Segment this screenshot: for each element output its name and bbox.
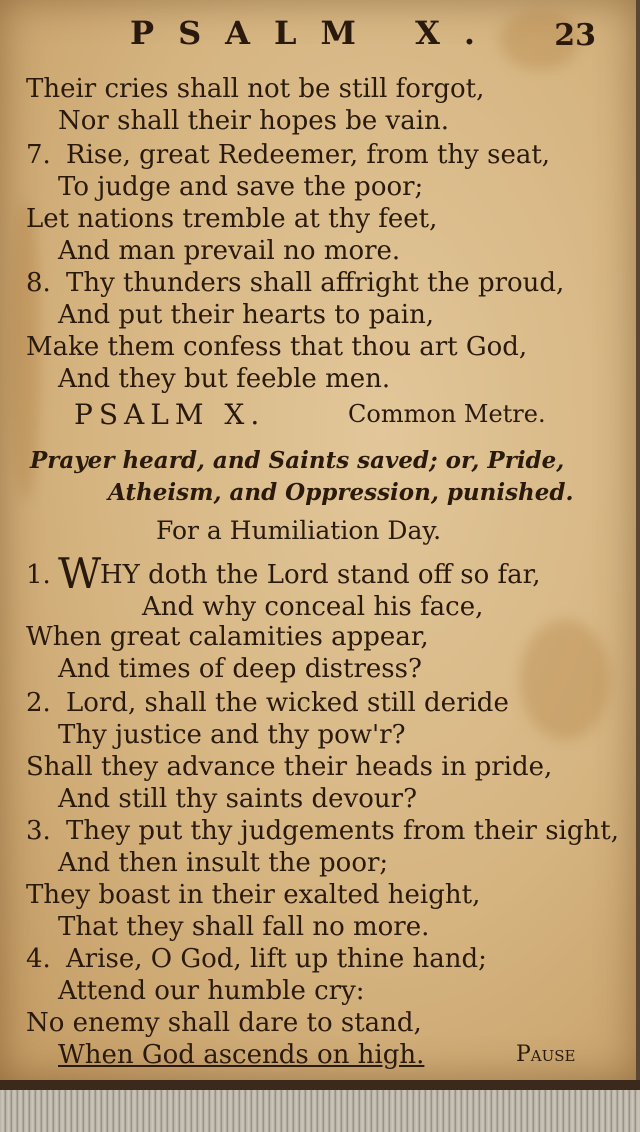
verse-line: Rise, great Redeemer, from thy seat, bbox=[66, 140, 551, 170]
verse-line: And times of deep distress? bbox=[58, 654, 422, 684]
verse-line: Attend our humble cry: bbox=[58, 976, 365, 1006]
page-header bbox=[0, 12, 636, 52]
verse-line: And still thy saints devour? bbox=[58, 784, 418, 814]
verse-number: 1. bbox=[26, 560, 51, 590]
verse-line: Nor shall their hopes be vain. bbox=[58, 106, 450, 136]
verse-line: And they but feeble men. bbox=[58, 364, 391, 394]
verse-line: No enemy shall dare to stand, bbox=[26, 1008, 422, 1038]
verse-line: To judge and save the poor; bbox=[58, 172, 424, 202]
verse-number: 7. bbox=[26, 140, 51, 170]
verse-line: HY doth the Lord stand off so far, bbox=[100, 560, 541, 590]
verse-line: Lord, shall the wicked still deride bbox=[66, 688, 509, 718]
metre-label: Common Metre. bbox=[348, 400, 546, 428]
verse-line: And put their hearts to pain, bbox=[58, 300, 435, 330]
verse-line: Their cries shall not be still forgot, bbox=[26, 74, 485, 104]
running-title: PSALM X. bbox=[130, 14, 500, 52]
psalm-subtitle: Prayer heard, and Saints saved; or, Pride, bbox=[30, 447, 565, 474]
verse-line: When God ascends on high. bbox=[58, 1040, 425, 1070]
verse-line: They put thy judgements from their sight, bbox=[66, 816, 619, 846]
verse-line: That they shall fall no more. bbox=[58, 912, 430, 942]
verse-number: 2. bbox=[26, 688, 51, 718]
page-number: 23 bbox=[554, 18, 596, 53]
verse-line: Arise, O God, lift up thine hand; bbox=[66, 944, 487, 974]
verse-line: And why conceal his face, bbox=[142, 592, 484, 622]
paper-stain bbox=[520, 620, 610, 740]
pause-marker: Pause bbox=[516, 1042, 576, 1067]
verse-number: 8. bbox=[26, 268, 51, 298]
verse-line: Thy justice and thy pow'r? bbox=[58, 720, 406, 750]
page-edge-shadow bbox=[0, 1080, 640, 1090]
verse-line: Shall they advance their heads in pride, bbox=[26, 752, 553, 782]
verse-number: 4. bbox=[26, 944, 51, 974]
psalm-title: PSALM X. bbox=[74, 398, 266, 431]
verse-line: Make them confess that thou art God, bbox=[26, 332, 528, 362]
occasion-label: For a Humiliation Day. bbox=[156, 516, 442, 545]
verse-number: 3. bbox=[26, 816, 51, 846]
verse-line: And then insult the poor; bbox=[58, 848, 389, 878]
psalm-subtitle: Atheism, and Oppression, punished. bbox=[108, 479, 574, 506]
verse-line: Let nations tremble at thy feet, bbox=[26, 204, 438, 234]
verse-line: They boast in their exalted height, bbox=[26, 880, 481, 910]
verse-line: When great calamities appear, bbox=[26, 622, 429, 652]
verse-line: Thy thunders shall affright the proud, bbox=[66, 268, 565, 298]
drop-cap: W bbox=[58, 549, 102, 598]
verse-line: And man prevail no more. bbox=[58, 236, 401, 266]
page-edge-strip bbox=[0, 1080, 640, 1132]
